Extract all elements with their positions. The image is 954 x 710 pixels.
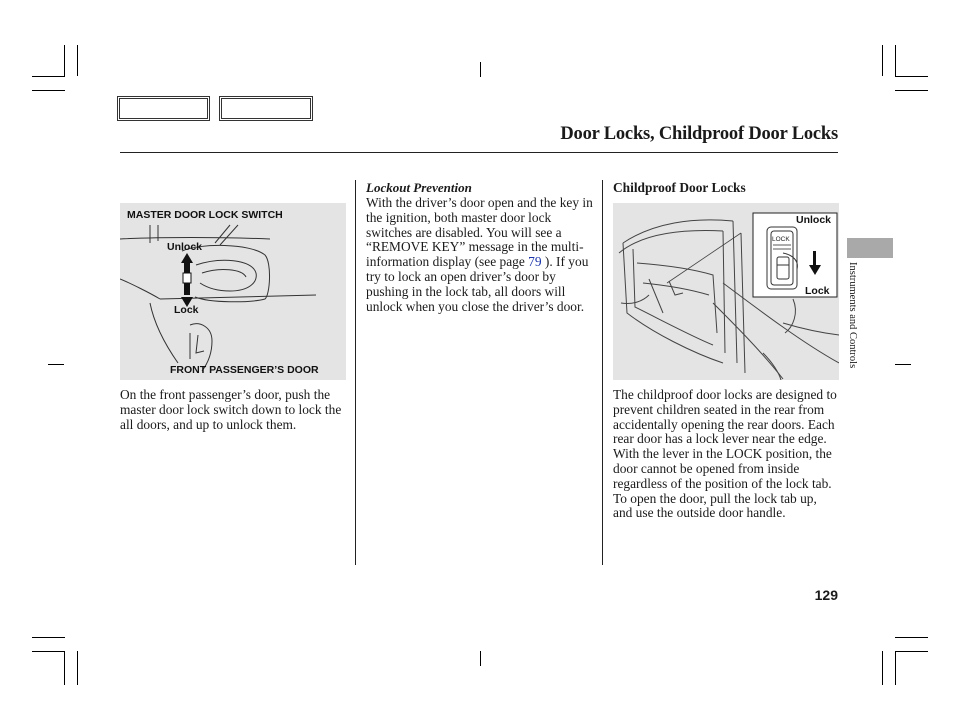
title-rule — [120, 152, 838, 153]
childproof-heading: Childproof Door Locks — [613, 180, 746, 195]
caption-front-passengers-door: FRONT PASSENGER’S DOOR — [170, 364, 319, 376]
crop-mark — [895, 76, 928, 77]
crop-mark — [480, 651, 481, 666]
crop-mark — [64, 45, 65, 76]
crop-mark — [882, 45, 883, 76]
crop-mark — [882, 651, 883, 685]
crop-mark — [32, 651, 65, 652]
crop-mark — [32, 90, 65, 91]
crop-mark — [48, 364, 64, 365]
section-tab-label: Instruments and Controls — [847, 262, 858, 369]
lockout-prevention-paragraph — [366, 196, 594, 314]
lockout-text-part1: With the driver’s door open and the key in the ignition, both master door lock switches are disabled. You will see a “REMOVE KEY” message in the multi-information display (see page — [366, 195, 593, 270]
master-switch-paragraph: On the front passenger’s door, push the master door lock switch down to lock the all doors, and up to unlock them. — [120, 387, 342, 432]
childproof-paragraph: The childproof door locks are designed to prevent children seated in the rear from accidentally opening the rear doors. Each rear door has a lock lever near the edge. With the lever in the LOCK position, the door cannot be opened from inside regardless of the position of the lock tab. To open the door, pull the lock tab up, and use the outside door handle. — [613, 387, 837, 521]
lever-lock-text: LOCK — [772, 236, 790, 243]
column-divider — [355, 180, 356, 565]
crop-mark — [895, 651, 928, 652]
childproof-lock-figure — [613, 203, 839, 380]
section-tab-label-wrapper — [846, 262, 862, 412]
page-title: Door Locks, Childproof Door Locks — [560, 124, 838, 144]
door-panel-illustration — [120, 203, 346, 380]
nav-button-contents[interactable] — [117, 96, 210, 121]
label-unlock-right: Unlock — [796, 214, 832, 226]
crop-mark — [480, 62, 481, 77]
crop-mark — [895, 651, 896, 685]
caption-master-door-lock-switch: MASTER DOOR LOCK SWITCH — [127, 209, 283, 221]
lockout-text-part2: ). If you try to lock an open driver’s door by pushing in the lock tab, all doors will unlock when you close the driver’s door. — [366, 254, 589, 314]
label-unlock: Unlock — [167, 241, 203, 253]
page-number: 129 — [814, 587, 838, 603]
section-tab-marker — [847, 238, 893, 258]
crop-mark — [32, 76, 65, 77]
lockout-prevention-heading: Lockout Prevention — [366, 180, 472, 195]
crop-mark — [32, 637, 65, 638]
page-reference-link[interactable]: 79 — [528, 254, 542, 270]
crop-mark — [895, 637, 928, 638]
column-divider — [602, 180, 603, 565]
crop-mark — [64, 651, 65, 685]
crop-mark — [77, 651, 78, 685]
crop-mark — [77, 45, 78, 76]
crop-mark — [895, 364, 911, 365]
master-door-lock-figure — [120, 203, 346, 380]
label-lock: Lock — [174, 304, 199, 316]
label-lock-right: Lock — [805, 285, 830, 297]
crop-mark — [895, 90, 928, 91]
nav-button-index[interactable] — [219, 96, 313, 121]
crop-mark — [895, 45, 896, 76]
